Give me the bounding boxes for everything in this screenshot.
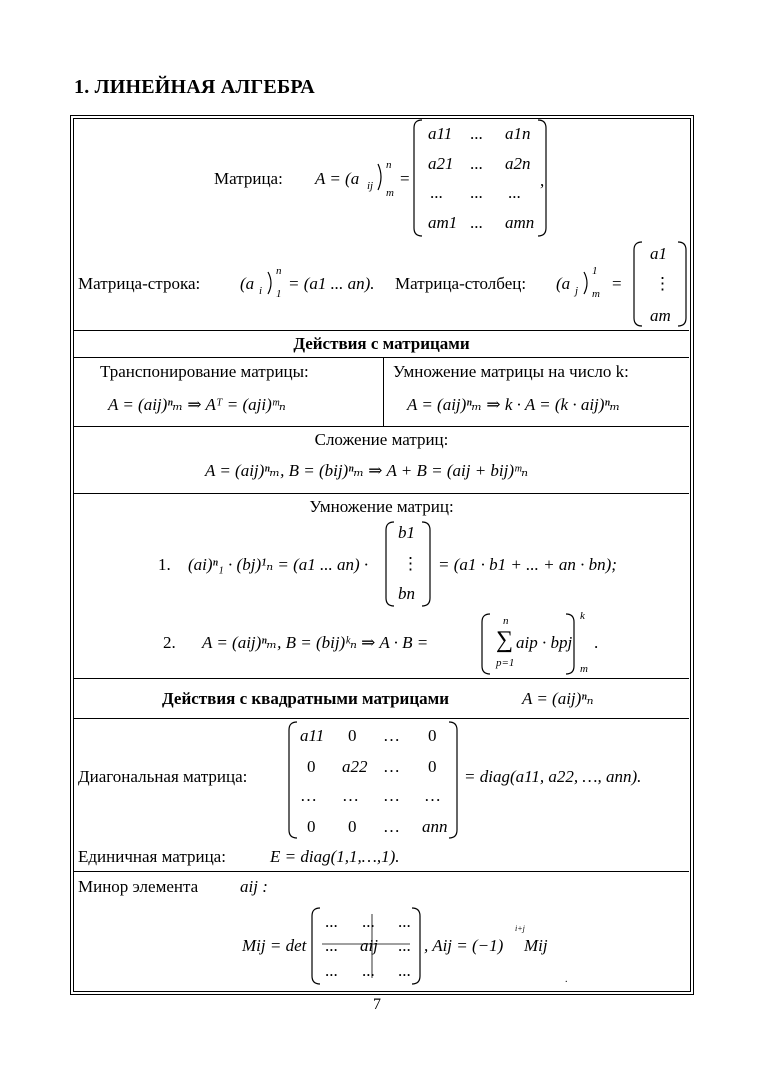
diagonal-cell: 0: [348, 817, 357, 836]
matrix-sub-m: m: [386, 187, 394, 199]
matrix-sub-ij: ij: [367, 180, 374, 192]
row-sup-n: n: [276, 265, 282, 277]
minor-cell: ...: [325, 961, 338, 980]
mult-column-cell: bn: [398, 584, 415, 603]
sum-sign: ∑: [496, 627, 514, 653]
minor-cell: ...: [398, 936, 411, 955]
matrix-cell: a1n: [505, 124, 531, 143]
diagonal-cell: 0: [428, 757, 437, 776]
column-divider: [383, 357, 384, 426]
diagonal-cell: ann: [422, 817, 448, 836]
matrix-comma: ,: [540, 171, 545, 190]
addition-formula: A = (aij)ⁿₘ, B = (bij)ⁿₘ ⇒ A + B = (aij + bij)ᵐₙ: [205, 461, 529, 480]
diagonal-cell: …: [383, 786, 400, 805]
row-divider: [73, 718, 689, 719]
col-sub-m: m: [592, 288, 600, 300]
multiplication-title: Умножение матриц:: [309, 497, 454, 516]
diagonal-cell: 0: [348, 726, 357, 745]
diagonal-cell: …: [383, 757, 400, 776]
column-cell: a1: [650, 244, 667, 263]
matrix-cell: ...: [470, 213, 483, 232]
minor-cell: ...: [398, 961, 411, 980]
col-eq: =: [612, 274, 622, 293]
diagonal-cell: 0: [307, 817, 316, 836]
diagonal-cell: a11: [300, 726, 325, 745]
matrix-cell: a21: [428, 154, 454, 173]
diagonal-cell: 0: [307, 757, 316, 776]
row-sub-1: 1: [276, 288, 282, 300]
row-matrix-tail: = (a1 ... an).: [288, 274, 375, 293]
minor-cell: ...: [325, 912, 338, 931]
chapter-heading: 1. ЛИНЕЙНАЯ АЛГЕБРА: [74, 76, 315, 98]
minor-cell: ...: [362, 961, 375, 980]
square-section-title: Действия с квадратными матрицами: [162, 689, 449, 708]
matrix-cell: am1: [428, 213, 458, 232]
mult-item2-left: A = (aij)ⁿₘ, B = (bij)ᵏₙ ⇒ A · B =: [202, 633, 429, 652]
column-matrix-expr: (a: [556, 274, 571, 293]
sum-upper: n: [503, 615, 509, 627]
matrix-cell: a11: [428, 124, 453, 143]
column-cell: ⋮: [654, 274, 671, 293]
matrix-eq: =: [400, 169, 410, 188]
square-section-formula: A = (aij)ⁿₙ: [522, 689, 594, 708]
sum-term: aip · bpj: [516, 633, 573, 652]
diagonal-rhs: = diag(a11, a22, …, ann).: [464, 767, 642, 786]
minor-label: Минор элемента: [78, 877, 199, 896]
row-divider: [73, 357, 689, 358]
minor-lhs: Mij = det: [242, 936, 307, 955]
page-number: 7: [373, 996, 381, 1013]
transpose-title: Транспонирование матрицы:: [100, 362, 309, 381]
matrix-cell: ...: [508, 183, 521, 202]
col-right-paren: [582, 270, 590, 296]
row-matrix-label: Матрица-строка:: [78, 274, 201, 293]
matrix-cell: ...: [470, 183, 483, 202]
diagonal-cell: …: [383, 726, 400, 745]
identity-formula: E = diag(1,1,…,1).: [270, 847, 400, 866]
matrix-cell: a2n: [505, 154, 531, 173]
diagonal-cell: …: [383, 817, 400, 836]
transpose-formula: A = (aij)ⁿₘ ⇒ Aᵀ = (aji)ᵐₙ: [108, 395, 286, 414]
product-sup-k: k: [580, 610, 585, 622]
minor-rhs-tail: Mij: [524, 936, 548, 955]
mult-item1-number: 1.: [158, 555, 171, 574]
diagonal-cell: …: [424, 786, 441, 805]
scalar-mult-title: Умножение матрицы на число k:: [393, 362, 629, 381]
diagonal-cell: …: [300, 786, 317, 805]
row-matrix-expr: (a: [240, 274, 255, 293]
row-divider: [73, 678, 689, 679]
row-right-paren: [266, 270, 274, 296]
row-divider: [73, 426, 689, 427]
matrix-label: Матрица:: [214, 169, 283, 188]
minor-cell: aij: [360, 936, 378, 955]
minor-dot: .: [565, 974, 568, 985]
matrix-cell: amn: [505, 213, 535, 232]
row-divider: [73, 871, 689, 872]
minor-label-var: aij :: [240, 877, 268, 896]
mult-item1-right: = (a1 · b1 + ... + an · bn);: [438, 555, 617, 574]
diagonal-cell: …: [342, 786, 359, 805]
scalar-mult-formula: A = (aij)ⁿₘ ⇒ k · A = (k · aij)ⁿₘ: [407, 395, 621, 414]
matrix-cell: ...: [470, 154, 483, 173]
minor-rhs: , Aij = (−1): [424, 936, 504, 955]
product-end: .: [594, 633, 599, 652]
matrix-cell: ...: [430, 183, 443, 202]
col-sub-j: j: [575, 285, 579, 297]
mult-item1-left: (ai)ⁿ₁ · (bj)¹ₙ = (a1 ... an) ·: [188, 555, 369, 574]
row-sub-i: i: [259, 285, 263, 297]
minor-cell: ...: [362, 912, 375, 931]
sum-lower: p=1: [496, 657, 515, 669]
section-title: Действия с матрицами: [293, 334, 470, 353]
row-divider: [73, 493, 689, 494]
diagonal-cell: 0: [428, 726, 437, 745]
mult-item2-number: 2.: [163, 633, 176, 652]
minor-rhs-sup: i+j: [515, 924, 525, 933]
minor-cell: ...: [325, 936, 338, 955]
addition-title: Сложение матриц:: [314, 430, 449, 449]
product-sub-m: m: [580, 663, 588, 675]
col-sup-1: 1: [592, 265, 598, 277]
diagonal-label: Диагональная матрица:: [78, 767, 248, 786]
matrix-lhs: A = (a: [315, 169, 360, 188]
matrix-sup-n: n: [386, 159, 392, 171]
identity-label: Единичная матрица:: [78, 847, 226, 866]
matrix-right-paren: [376, 162, 384, 192]
column-cell: am: [650, 306, 671, 325]
column-matrix-label: Матрица-столбец:: [395, 274, 527, 293]
matrix-cell: ...: [470, 124, 483, 143]
minor-cell: ...: [398, 912, 411, 931]
mult-column-cell: b1: [398, 523, 415, 542]
mult-column-cell: ⋮: [402, 554, 419, 573]
diagonal-cell: a22: [342, 757, 368, 776]
row-divider: [73, 330, 689, 331]
